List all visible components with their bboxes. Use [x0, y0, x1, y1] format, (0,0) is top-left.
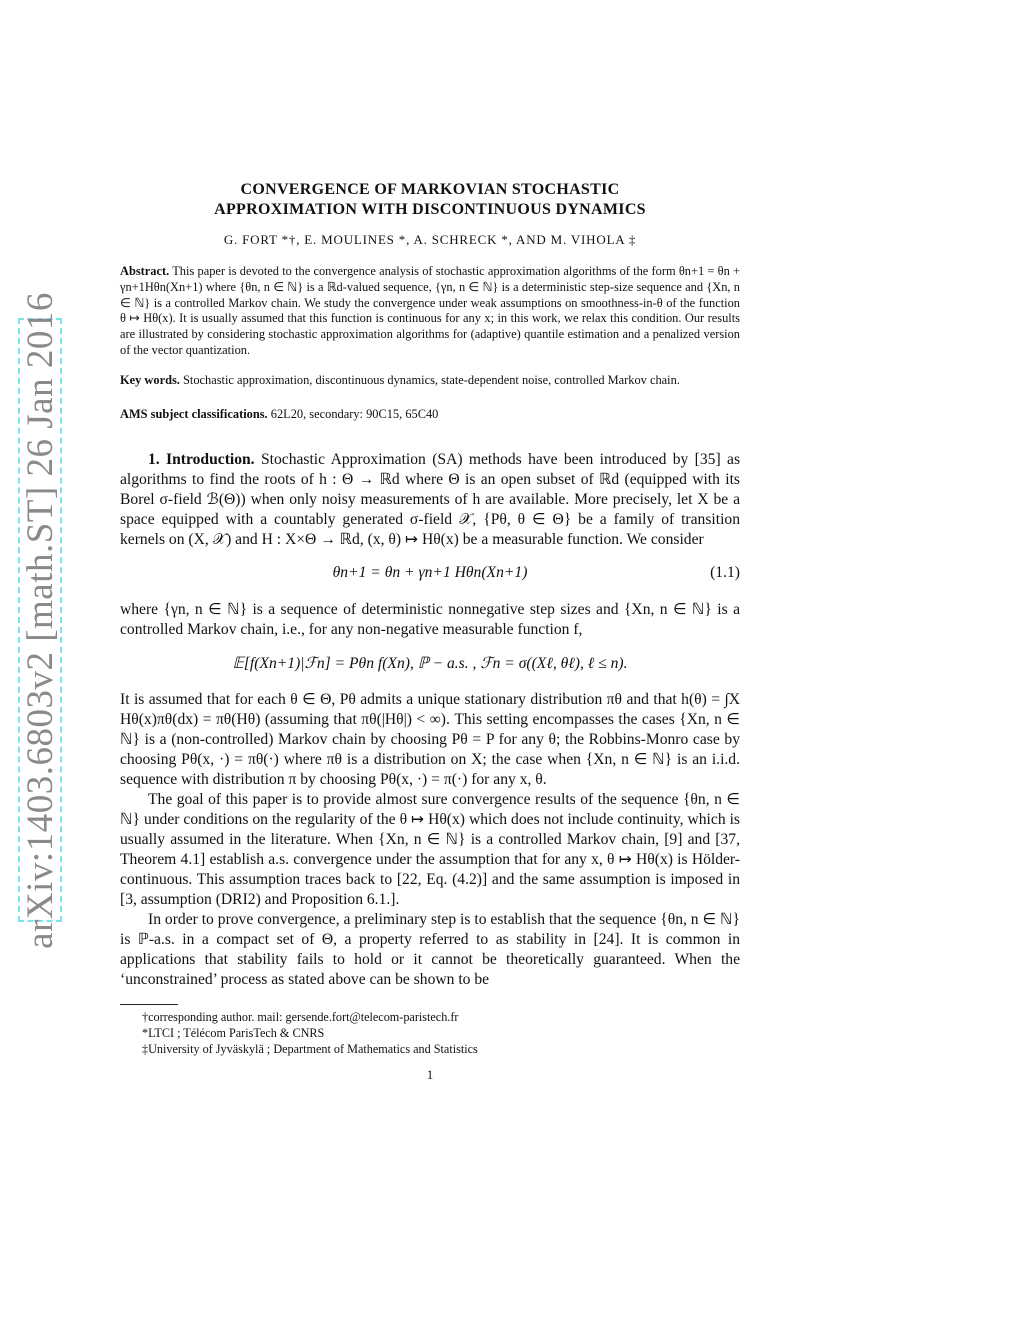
intro-paragraph-2: where {γn, n ∈ ℕ} is a sequence of deterministic nonnegative step sizes and {Xn, n ∈ ℕ} is a controlled Markov chain, i.e., for any non-negative measurable function f, [120, 600, 740, 638]
title-line-1: CONVERGENCE OF MARKOVIAN STOCHASTIC [240, 181, 620, 198]
ams-text: 62L20, secondary: 90C15, 65C40 [270, 406, 439, 421]
author-list: G. FORT *†, E. MOULINES *, A. SCHRECK *, AND M. VIHOLA ‡ [223, 232, 637, 247]
ams-classifications [120, 407, 740, 422]
intro-paragraph-1 [120, 450, 740, 550]
abstract-text: This paper is devoted to the convergence analysis of stochastic approximation algorithms of the form θn+1 = θn + γn+1Hθn(Xn+1) where {θn, n ∈ ℕ} is a ℝd-valued sequence, {γn, n ∈ ℕ} is a deterministic step-size sequence and {Xn, n ∈ ℕ} is a controlled Markov chain. We study the convergence under weak assumptions on smoothness-in-θ of the function θ ↦ Hθ(x). It is usually assumed that this function is continuous for any x; in this work, we relax this condition. Our results are illustrated by considering stochastic approximation algorithms for (adaptive) quantile estimation and a penalized version of the vector quantization. [120, 264, 740, 357]
abstract [120, 264, 740, 359]
section-heading: 1. Introduction. [148, 450, 255, 468]
arxiv-stamp [18, 291, 62, 949]
footnote-corresponding-author: †corresponding author. mail: gersende.fort@telecom-paristech.fr [142, 1009, 459, 1024]
keywords-text: Stochastic approximation, discontinuous dynamics, state-dependent noise, controlled Markov chain. [183, 372, 680, 387]
footnote-jyvaskyla: ‡University of Jyväskylä ; Department of Mathematics and Statistics [142, 1041, 478, 1056]
equation-1-1-body: θn+1 = θn + γn+1 Hθn(Xn+1) [332, 563, 528, 581]
paper-title [120, 180, 740, 220]
ams-label: AMS subject classifications. [120, 406, 268, 421]
footnote-rule [120, 1004, 178, 1005]
equation-1-1 [120, 564, 740, 586]
title-line-2: APPROXIMATION WITH DISCONTINUOUS DYNAMICS [214, 201, 646, 218]
arxiv-stamp-text: arXiv:1403.6803v2 [math.ST] 26 Jan 2016 [19, 291, 61, 949]
intro-paragraph-5: In order to prove convergence, a preliminary step is to establish that the sequence {θn, n ∈ ℕ} is ℙ-a.s. in a compact set of Θ, a property referred to as stability in [24]. It is common in applications that stability fails to hold or it cannot be theoretically guaranteed. When the ‘unconstrained’ process as stated above can be shown to be [120, 910, 740, 988]
equation-2-body: 𝔼[f(Xn+1)|ℱn] = Pθn f(Xn), ℙ − a.s. , ℱn = σ((Xℓ, θℓ), ℓ ≤ n). [232, 654, 628, 672]
equation-conditional-expectation [120, 654, 740, 676]
keywords [120, 373, 740, 389]
intro-paragraph-3: It is assumed that for each θ ∈ Θ, Pθ admits a unique stationary distribution πθ and that h(θ) = ∫X Hθ(x)πθ(dx) = πθ(Hθ) (assuming that πθ(|Hθ|) < ∞). This setting encompasses the cases {Xn, n ∈ ℕ} is a (non-controlled) Markov chain by choosing Pθ = P for any θ; the Robbins-Monro case by choosing Pθ(x, ·) = πθ(·) where πθ is a distribution on X; the case when {Xn, n ∈ ℕ} is an i.i.d. sequence with distribution π by choosing Pθ(x, ·) = π(·) for any x, θ. [120, 690, 740, 788]
abstract-label: Abstract. [120, 264, 170, 278]
page-number: 1 [426, 1066, 434, 1082]
intro-paragraph-4: The goal of this paper is to provide almost sure convergence results of the sequence {θn, n ∈ ℕ} under conditions on the regularity of the θ ↦ Hθ(x) which does not include continuity, which is usually assumed in the literature. When {Xn, n ∈ ℕ} is a controlled Markov chain, [9] and [37, Theorem 4.1] establish a.s. convergence under the assumption that for any x, θ ↦ Hθ(x) is Hölder-continuous. This assumption traces back to [22, Eq. (4.2)] and the same assumption is imposed in [3, assumption (DRI2) and Proposition 6.1.]. [120, 790, 740, 908]
keywords-label: Key words. [120, 372, 180, 387]
paper-page [120, 180, 740, 1083]
footnotes [120, 1009, 740, 1057]
intro-paragraph-1-text: Stochastic Approximation (SA) methods have been introduced by [35] as algorithms to find the roots of h : Θ → ℝd where Θ is an open subset of ℝd (equipped with its Borel σ-field ℬ(Θ)) when only noisy measurements of h are available. More precisely, let X be a space equipped with a countably generated σ-field 𝒳, {Pθ, θ ∈ Θ} be a family of transition kernels on (X, 𝒳) and H : X×Θ → ℝd, (x, θ) ↦ Hθ(x) be a measurable function. We consider [120, 450, 741, 548]
footnote-ltci: *LTCI ; Télécom ParisTech & CNRS [142, 1025, 325, 1040]
equation-number: (1.1) [710, 563, 740, 581]
